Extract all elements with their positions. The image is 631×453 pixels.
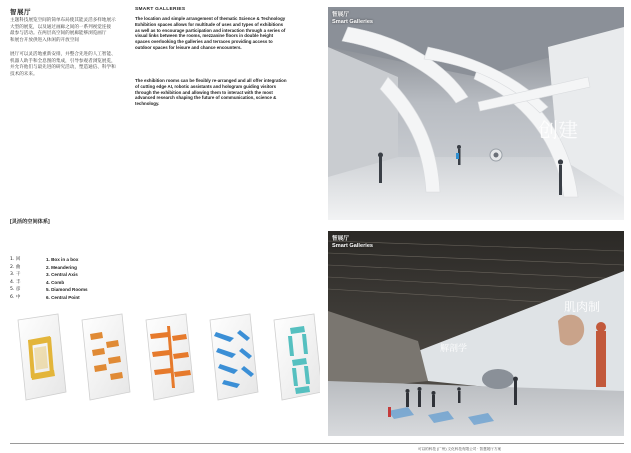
smart-galleries-render-bottom [328, 231, 624, 436]
en-paragraph-2: The exhibition rooms can be flexibly re-arranged and all offer integration of cutting edge AI, robotic assistants and hologram guiding visitors through the exhibition and allowing them to interact with the most advanced research shaping the future of communication, science & technology. [135, 78, 287, 107]
footer-text: 可以的科技 (广州) 文化科技有限公司 · 智慧展厅方案 [418, 447, 502, 451]
legend-cn-item: 3. 干 [10, 272, 21, 278]
legend-cn-item: 4. 丰 [10, 279, 21, 285]
diagram-central-axis [146, 314, 194, 400]
legend-cn-item: 5. 彦 [10, 287, 21, 293]
hologram-text-top: 创建 [538, 118, 578, 142]
section-title: [灵活的空间体系] [10, 219, 50, 225]
legend-en-item: 1. Box in a box [46, 257, 79, 262]
en-paragraph-1: The location and simple arrangement of thematic Science & Technology Exhibition spaces allows for multitude of uses and types of exhibitions as well as to encourage participation and interaction through a series of visual links between the rooms, mezzanine floors in double height spaces overlooking the galleries and terraces providing access to outdoor spaces for leisure and chance encounters. [135, 16, 286, 50]
zh-paragraph-1: 主题科技展览空间的简单布局使其能灵活多样地展示 大型的展览，以及通过画廊之间的一系列视觉连接 最参与活动。在两层高空间的展廊能够浏览画厅 和展台开放供进入休闲的开放空间 [10, 18, 116, 43]
legend-cn-item: 1. 回 [10, 257, 21, 262]
space-system-diagrams [8, 312, 320, 404]
legend-en-item: 4. Comb [46, 279, 65, 285]
legend-cn-item: 2. 曲 [10, 264, 21, 270]
hologram-text-bottom-2: 肌肉制 [564, 300, 601, 314]
diagram-comb [210, 314, 258, 400]
photo-label-top: 智展厅 Smart Galleries [332, 12, 374, 26]
gallery-hall-image [328, 7, 624, 220]
legend-en-item: 2. Meandering [46, 264, 77, 270]
zh-paragraph-2: 展厅可以灵活地重新安排，并整合先进的人工智能、 机器人助手和全息图的集成，引导参观者浏览展览， 并允许他们与最先进的研究活动，塑造通信、科学和 技术的未来。 [10, 52, 116, 77]
diagram-diamond-rooms [274, 314, 320, 400]
legend-en-list [46, 256, 88, 302]
footer-divider [10, 443, 624, 444]
legend-en-item: 5. Diamond Rooms [46, 287, 88, 293]
legend-en-item: 3. Central Axis [46, 272, 78, 278]
zh-title: 智展厅 [10, 9, 31, 16]
gallery-exhibit-image [328, 231, 624, 436]
legend-cn-item: 6. 中 [10, 294, 21, 300]
legend-en-item: 6. Central Point [46, 294, 80, 300]
diagram-box-in-a-box [18, 314, 66, 400]
diagram-meandering [82, 314, 130, 400]
en-heading: SMART GALLERIES [135, 7, 186, 12]
photo-label-bottom: 智展厅 Smart Galleries [332, 236, 374, 250]
hologram-text-bottom-1: 解剖学 [440, 344, 468, 354]
legend-cn-list [10, 256, 20, 302]
smart-galleries-render-top [328, 7, 624, 220]
